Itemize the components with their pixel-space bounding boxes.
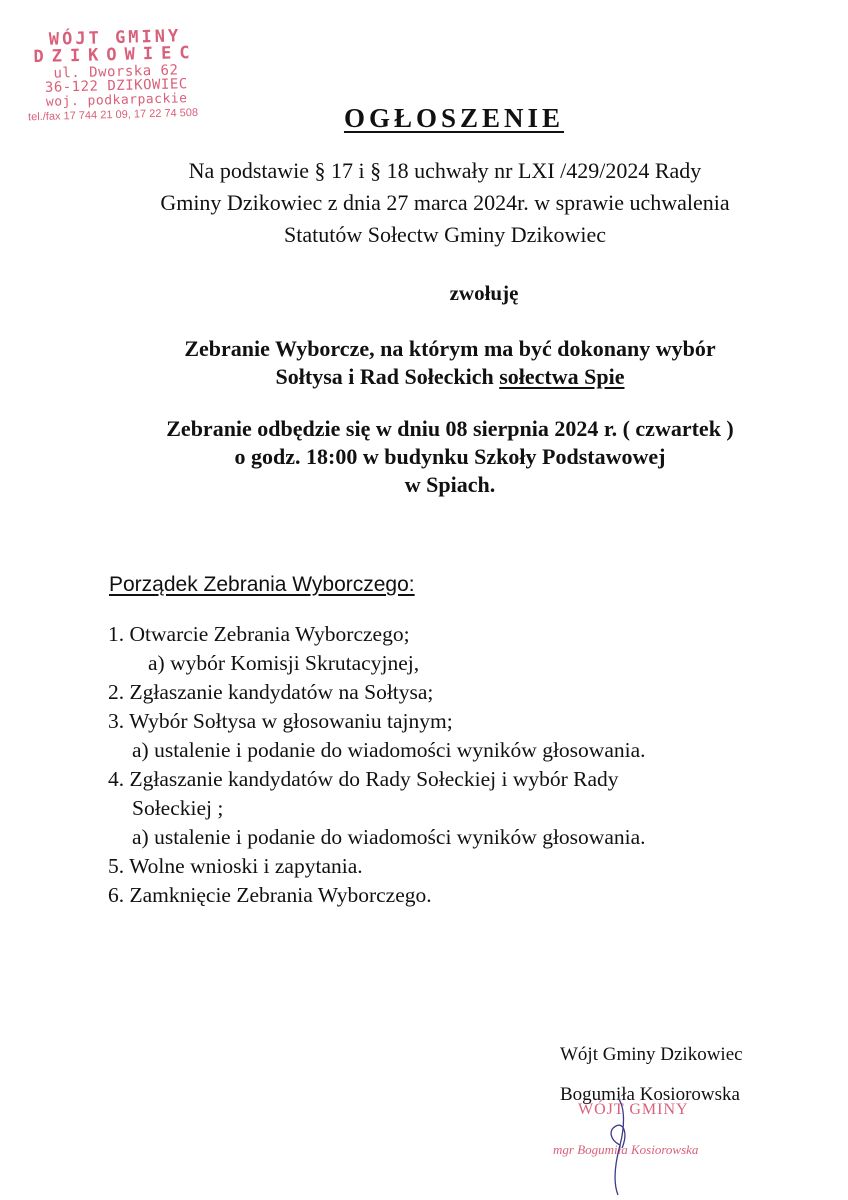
- signer-name: Bogumiła Kosiorowska: [560, 1084, 740, 1105]
- agenda-item-4a: a) ustalenie i podanie do wiadomości wyników głosowania.: [132, 825, 646, 849]
- agenda-list: [108, 620, 808, 910]
- when-line-3: w Spiach.: [404, 472, 496, 497]
- agenda-item-5: 5. Wolne wnioski i zapytania.: [108, 854, 363, 878]
- when-line-1: Zebranie odbędzie się w dniu 08 sierpnia 2024 r. ( czwartek ): [166, 416, 734, 441]
- agenda-item-3a: a) ustalenie i podanie do wiadomości wyników głosowania.: [132, 738, 646, 762]
- intro-line-3: Statutów Sołectw Gminy Dzikowiec: [283, 222, 606, 247]
- agenda-item-3: 3. Wybór Sołtysa w głosowaniu tajnym;: [108, 709, 453, 733]
- intro-line-2: Gminy Dzikowiec z dnia 27 marca 2024r. w sprawie uchwalenia: [160, 190, 730, 215]
- meeting-announcement: [100, 335, 800, 391]
- agenda-item-1: 1. Otwarcie Zebrania Wyborczego;: [108, 622, 410, 646]
- agenda-item-6: 6. Zamknięcie Zebrania Wyborczego.: [108, 883, 432, 907]
- meeting-line-2-prefix: Sołtysa i Rad Sołeckich: [275, 364, 500, 389]
- intro-line-1: Na podstawie § 17 i § 18 uchwały nr LXI /429/2024 Rady: [188, 158, 702, 183]
- stamp-line-5: woj. podkarpackie: [45, 91, 188, 110]
- agenda-item-4-continued: Sołeckiej ;: [132, 796, 224, 820]
- village-name: sołectwa Spie: [499, 364, 625, 389]
- meeting-time-place: [100, 415, 800, 499]
- stamp-line-4: 36-122 DZIKOWIEC: [44, 76, 188, 97]
- stamp-line-6: tel./fax 17 744 21 09, 17 22 74 508: [27, 106, 199, 124]
- convene-word: zwołuję: [449, 281, 519, 305]
- agenda-item-2: 2. Zgłaszanie kandydatów na Sołtysa;: [108, 680, 434, 704]
- agenda-item-1a: a) wybór Komisji Skrutacyjnej,: [148, 651, 420, 675]
- stamp-line-3: ul. Dworska 62: [53, 62, 179, 82]
- meeting-line-1: Zebranie Wyborcze, na którym ma być dokonany wybór: [184, 336, 716, 361]
- signature-stamp-name: mgr Bogumiła Kosiorowska: [553, 1142, 699, 1157]
- signer-role: Wójt Gminy Dzikowiec: [560, 1044, 743, 1065]
- document-title: OGŁOSZENIE: [343, 103, 565, 133]
- intro-paragraph: [100, 155, 790, 251]
- when-line-2: o godz. 18:00 w budynku Szkoły Podstawowej: [234, 444, 666, 469]
- meeting-line-2: [100, 363, 800, 391]
- stamp-line-2: DZIKOWIEC: [33, 42, 198, 67]
- agenda-item-4: 4. Zgłaszanie kandydatów do Rady Sołeckiej i wybór Rady: [108, 767, 619, 791]
- handwritten-signature: [590, 1090, 650, 1200]
- signature-block: [560, 1043, 743, 1107]
- agenda-heading: Porządek Zebrania Wyborczego:: [109, 573, 415, 596]
- stamp-line-1: WÓJT GMINY: [48, 26, 182, 50]
- signature-stamp-title: WÓJT GMINY: [578, 1101, 689, 1118]
